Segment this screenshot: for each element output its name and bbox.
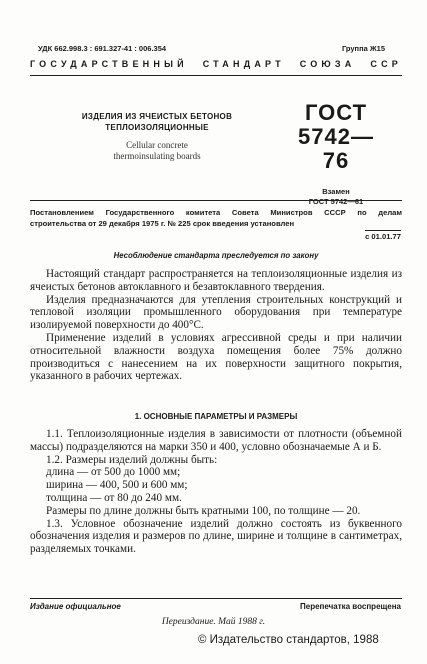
state-standard-heading: ГОСУДАРСТВЕННЫЙ СТАНДАРТ СОЮЗА ССР bbox=[30, 59, 402, 69]
section-body bbox=[30, 428, 402, 556]
intro-paragraph: Применение изделий в условиях агрессивной среды и при наличии относительной влажности воздуха помещения более 75% должно производиться с нанесением на их поверхности защитного покрытия, указанного в рабочих чертежах. bbox=[30, 331, 402, 383]
top-divider bbox=[30, 75, 402, 76]
gost-block bbox=[286, 101, 386, 207]
intro-paragraph: Изделия предназначаются для утепления строительных конструкций и тепловой изоляции промышленного оборудования при температуре изолируемой поверхности до 400°С. bbox=[30, 293, 402, 332]
gost-number: 5742—76 bbox=[298, 124, 374, 173]
decree-line1: Постановлением Государственного комитета Совета Министров СССР по делам bbox=[30, 208, 402, 217]
decree-line2: строительства от 29 декабря 1975 г. № 225 срок введения установлен bbox=[30, 219, 295, 228]
gost-label: ГОСТ bbox=[304, 100, 368, 125]
title-ru-line1: ИЗДЕЛИЯ ИЗ ЯЧЕИСТЫХ БЕТОНОВ bbox=[81, 112, 233, 121]
copyright: © Издательство стандартов, 1988 bbox=[198, 634, 379, 646]
title-ru-line2: ТЕПЛОИЗОЛЯЦИОННЫЕ bbox=[105, 123, 209, 132]
intro-text bbox=[30, 268, 402, 383]
title-en-line2: thermoinsulating boards bbox=[113, 151, 201, 161]
title-en-line1: Cellular concrete bbox=[126, 140, 188, 150]
udk-code: УДК 662.998.3 : 691.327-41 : 006.354 bbox=[38, 44, 167, 53]
intro-paragraph: Настоящий стандарт распространяется на теплоизоляционные изделия из ячеистых бетонов автоклавного и безавтоклавного твердения. bbox=[30, 268, 402, 293]
section-title: 1. ОСНОВНЫЕ ПАРАМЕТРЫ И РАЗМЕРЫ bbox=[134, 412, 298, 421]
middle-divider bbox=[30, 200, 402, 201]
reprint-ban: Перепечатка воспрещена bbox=[300, 602, 401, 611]
reprint-note: Переиздание. Май 1988 г. bbox=[161, 617, 266, 627]
edition-label: Издание официальное bbox=[30, 602, 121, 611]
replaces-value: ГОСТ 5742—61 bbox=[308, 197, 364, 206]
introduction-date: с 01.01.77 bbox=[365, 232, 401, 241]
group-code: Группа Ж15 bbox=[341, 44, 385, 53]
clause-1-3: 1.3. Условное обозначение изделий должно состоять из буквенного обозначения изделия и размеров по длине, ширине и толщине в сантиметрах, разделяемых точками. bbox=[30, 517, 402, 556]
size-length: длина — от 500 до 1000 мм; bbox=[46, 466, 181, 479]
title-block bbox=[52, 111, 262, 162]
bottom-divider bbox=[30, 598, 402, 599]
clause-1-1: 1.1. Теплоизоляционные изделия в зависимости от плотности (объемной массы) подразделяются на марки 350 и 400, условно обозначаемые А и Б. bbox=[30, 428, 402, 453]
non-observance-notice: Несоблюдение стандарта преследуется по закону bbox=[113, 251, 319, 260]
size-multiples: Размеры по длине должны быть кратными 100, по толщине — 20. bbox=[46, 504, 361, 517]
size-thickness: толщина — от 80 до 240 мм. bbox=[46, 491, 182, 504]
clause-1-2: 1.2. Размеры изделий должны быть: bbox=[46, 453, 218, 466]
size-width: ширина — 400, 500 и 600 мм; bbox=[46, 479, 188, 492]
replaces-label: Взамен bbox=[322, 187, 350, 196]
